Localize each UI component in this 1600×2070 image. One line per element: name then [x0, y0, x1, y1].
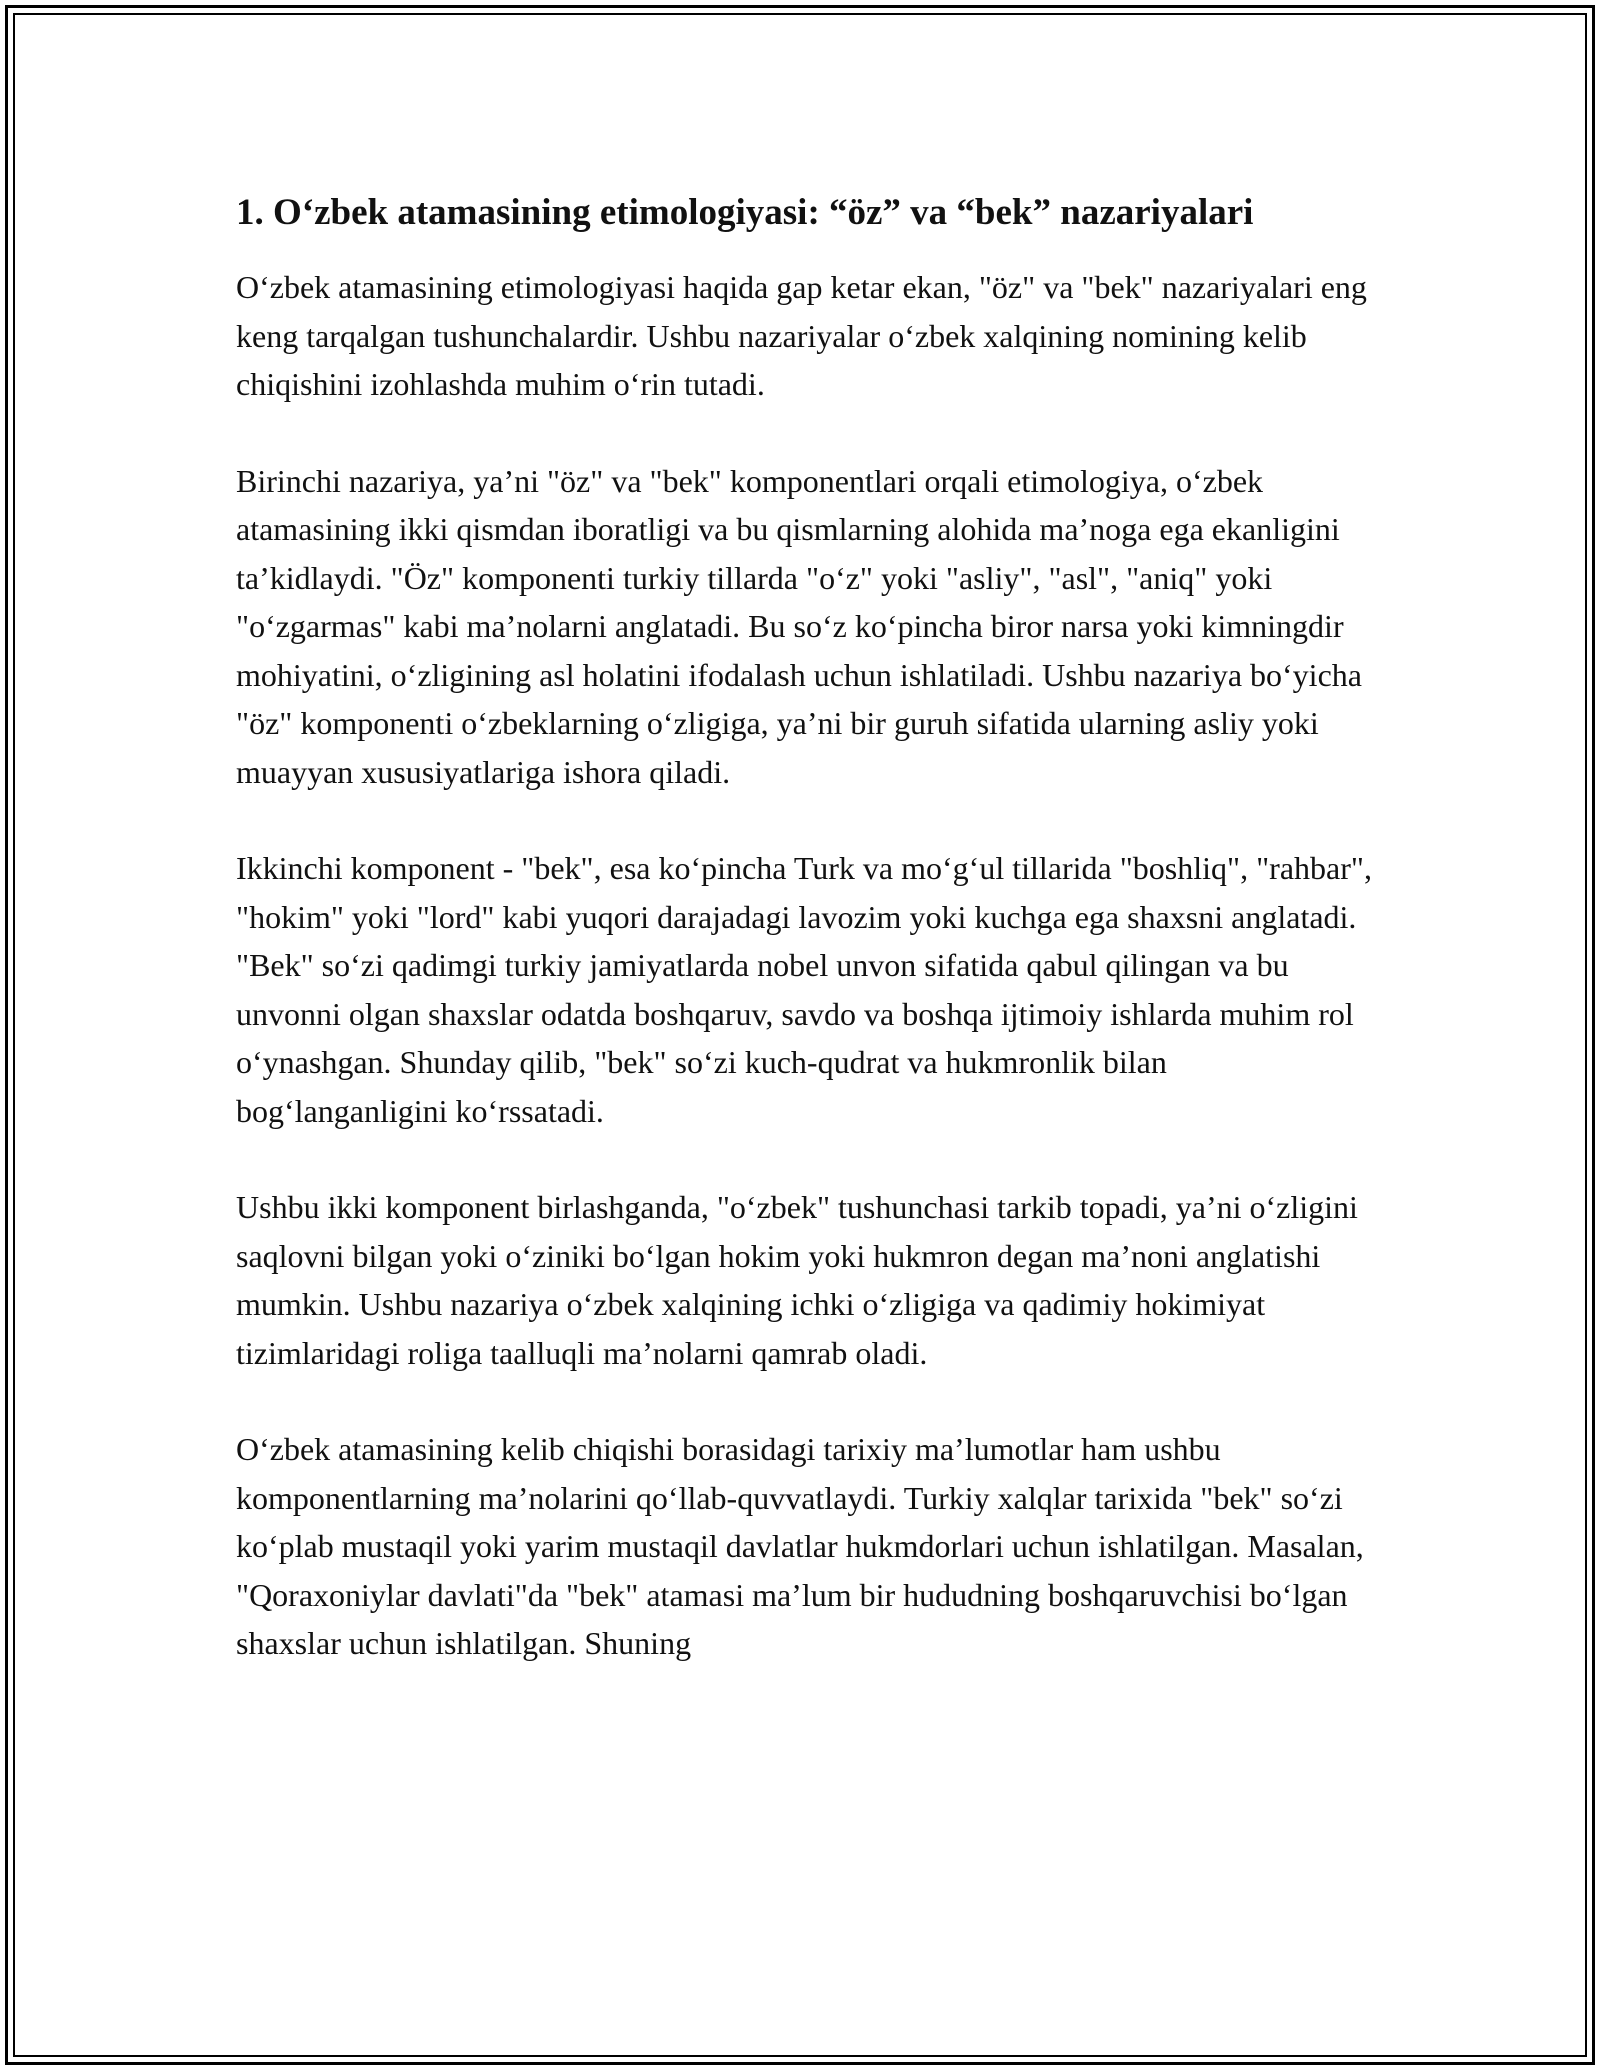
paragraph-historical-data: O‘zbek atamasining kelib chiqishi borasidagi tarixiy ma’lumotlar ham ushbu komponentlarning ma’nolarini qo‘llab-quvvatlaydi. Turkiy xalqlar tarixida "bek" so‘zi ko‘plab mustaqil yoki yarim mustaqil davlatlar hukmdorlari uchun ishlatilgan. Masalan, "Qoraxoniylar davlati"da "bek" atamasi ma’lum bir hududning boshqaruvchisi bo‘lgan shaxslar uchun ishlatilgan. Shuning — [236, 1431, 1364, 1661]
section-heading: 1. O‘zbek atamasining etimologiyasi: “öz” va “bek” nazariyalari — [236, 192, 1254, 233]
paragraph-second-component: Ikkinchi komponent - "bek", esa ko‘pincha Turk va mo‘g‘ul tillarida "boshliq", "rahbar", "hokim" yoki "lord" kabi yuqori darajadagi lavozim yoki kuchga ega shaxsni anglatadi. "Bek" so‘zi qadimgi turkiy jamiyatlarda nobel unvon sifatida qabul qilingan va bu unvonni olgan shaxslar odatda boshqaruv, savdo va boshqa ijtimoiy ishlarda muhim rol o‘ynashgan. Shunday qilib, "bek" so‘zi kuch-qudrat va hukmronlik bilan bog‘langanligini ko‘rssatadi. — [236, 850, 1372, 1129]
paragraph-first-theory: Birinchi nazariya, ya’ni "öz" va "bek" komponentlari orqali etimologiya, o‘zbek atamasining ikki qismdan iboratligi va bu qismlarning alohida ma’noga ega ekanligini ta’kidlaydi. "Öz" komponenti turkiy tillarda "o‘z" yoki "asliy", "asl", "aniq" yoki "o‘zgarmas" kabi ma’nolarni anglatadi. Bu so‘z ko‘pincha biror narsa yoki kimningdir mohiyatini, o‘zligining asl holatini ifodalash uchun ishlatiladi. Ushbu nazariya bo‘yicha "öz" komponenti o‘zbeklarning o‘zligiga, ya’ni bir guruh sifatida ularning asliy yoki muayyan xususiyatlariga ishora qiladi. — [236, 462, 1362, 790]
paragraph-combined-meaning: Ushbu ikki komponent birlashganda, "o‘zbek" tushunchasi tarkib topadi, ya’ni o‘zligini saqlovni bilgan yoki o‘ziniki bo‘lgan hokim yoki hukmron degan ma’noni anglatishi mumkin. Ushbu nazariya o‘zbek xalqining ichki o‘zligiga va qadimiy hokimiyat tizimlaridagi roliga taalluqli ma’nolarni qamrab oladi. — [236, 1189, 1358, 1371]
document-page — [236, 185, 1376, 1668]
paragraph-intro: O‘zbek atamasining etimologiyasi haqida gap ketar ekan, "öz" va "bek" nazariyalari eng keng tarqalgan tushunchalardir. Ushbu nazariyalar o‘zbek xalqining nomining kelib chiqishini izohlashda muhim o‘rin tutadi. — [236, 269, 1367, 402]
